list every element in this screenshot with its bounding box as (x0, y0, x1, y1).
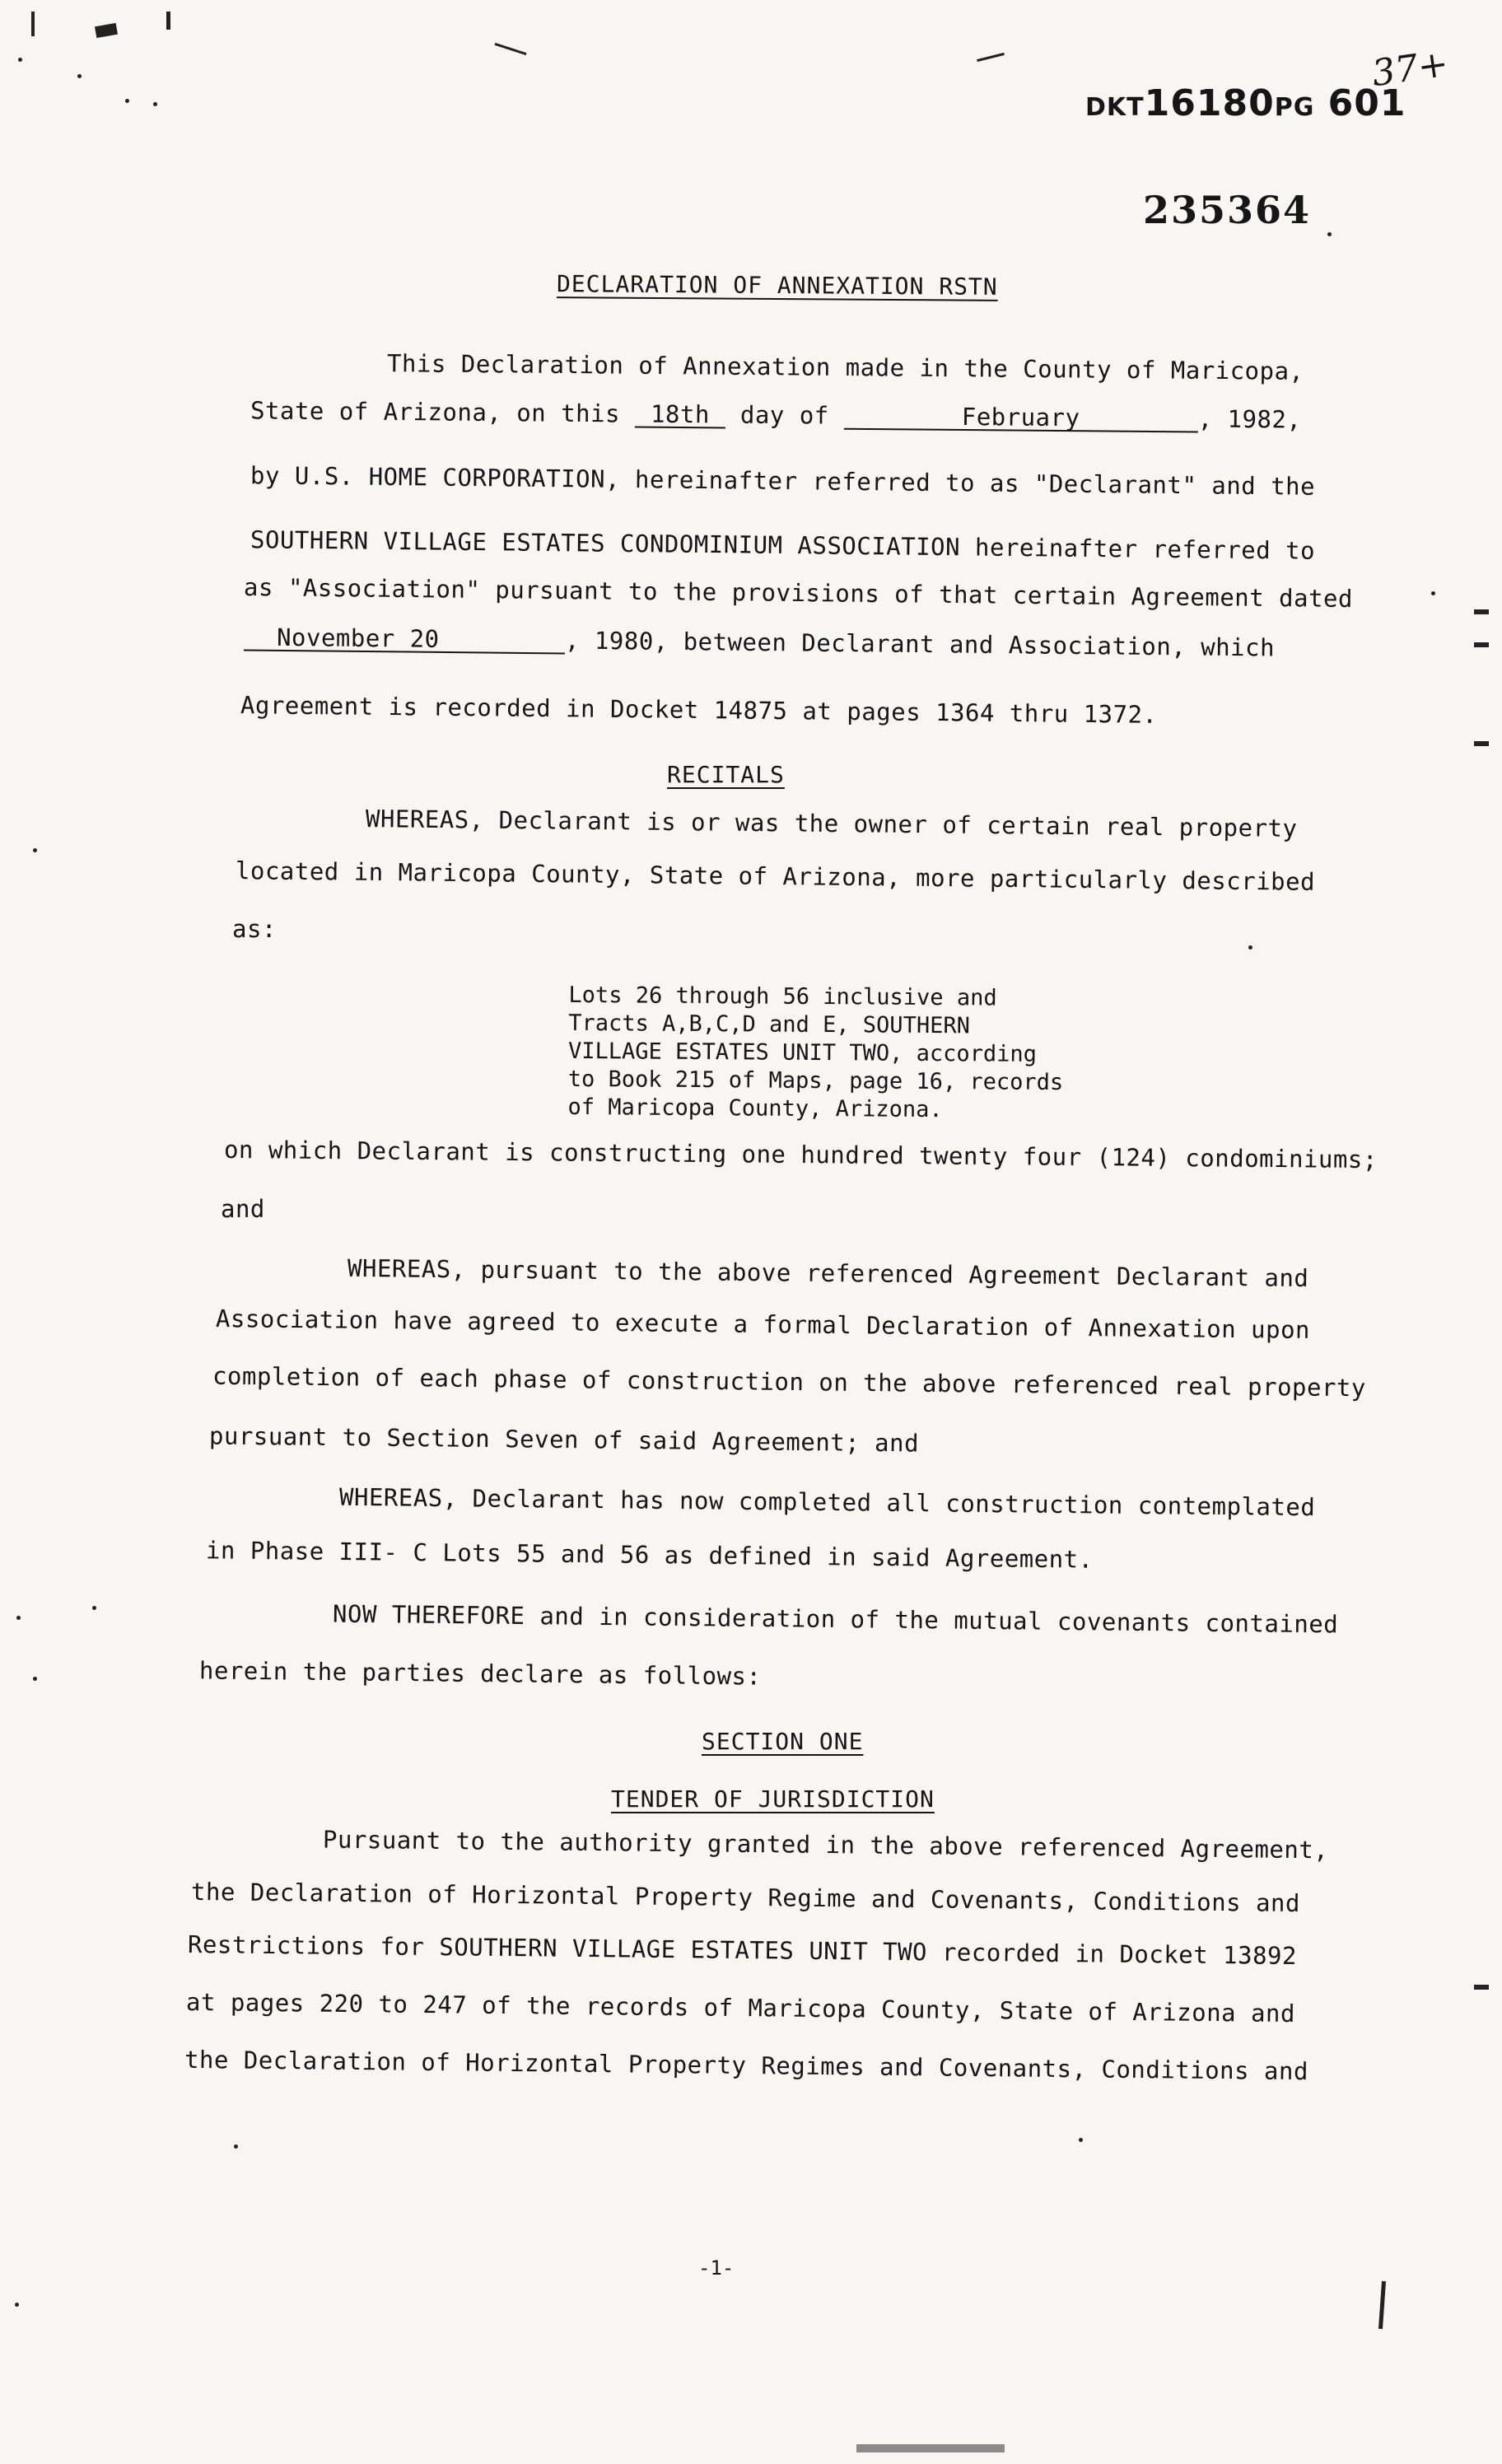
scan-speck (33, 848, 37, 852)
page-number: 601 (1327, 82, 1406, 124)
scan-speck (92, 1606, 96, 1610)
scan-speck (125, 99, 129, 103)
recital-1-line-3: as: (232, 915, 277, 943)
docket-number: 16180 (1144, 82, 1275, 124)
edge-mark (1474, 741, 1489, 746)
scan-speck (153, 102, 157, 106)
intro-line-2: State of Arizona, on this 18th day of February , 1982, (250, 396, 1302, 434)
docket-stamp (1085, 82, 1406, 124)
scan-speck (1079, 2138, 1083, 2142)
scan-mark (95, 23, 118, 38)
document-title: DECLARATION OF ANNEXATION RSTN (556, 270, 998, 301)
scan-speck (16, 1616, 21, 1620)
docket-prefix: DKT (1085, 93, 1145, 122)
section-one-subheading: TENDER OF JURISDICTION (611, 1785, 935, 1813)
recital-3-line-2: in Phase III- C Lots 55 and 56 as defined in said Agreement. (205, 1536, 1094, 1574)
bottom-edge-mark (856, 2444, 1005, 2452)
edge-mark (1474, 1985, 1489, 1990)
section-one-heading: SECTION ONE (702, 1728, 864, 1755)
intro-line-4: SOUTHERN VILLAGE ESTATES CONDOMINIUM ASSOCIATION hereinafter referred to (250, 525, 1316, 565)
month-field: February (844, 404, 1198, 433)
recital-1-line-5: and (221, 1195, 265, 1223)
intro-line-3: by U.S. HOME CORPORATION, hereinafter referred to as "Declarant" and the (250, 461, 1316, 501)
scan-speck (18, 58, 22, 62)
section-one-line-5: the Declaration of Horizontal Property Regimes and Covenants, Conditions and (184, 2045, 1309, 2086)
scan-mark (1378, 2281, 1386, 2329)
scan-speck (1248, 945, 1252, 950)
edge-mark (1474, 642, 1489, 647)
recital-2-line-4: pursuant to Section Seven of said Agreement; and (208, 1421, 920, 1458)
recital-4-line-2: herein the parties declare as follows: (198, 1656, 762, 1691)
scan-mark (31, 12, 35, 36)
page-prefix: PG (1274, 93, 1315, 122)
recital-1-line-4: on which Declarant is constructing one hundred twenty four (124) condominiums; (223, 1135, 1378, 1174)
agreement-date-field: November 20 (244, 625, 565, 654)
recital-1-line-2: located in Maricopa County, State of Arizona, more particularly described (235, 856, 1316, 896)
section-one-line-1: Pursuant to the authority granted in the above referenced Agreement, (322, 1825, 1329, 1864)
intro-line-7: Agreement is recorded in Docket 14875 at pages 1364 thru 1372. (240, 691, 1158, 729)
recital-4-line-1: NOW THEREFORE and in consideration of the mutual covenants contained (332, 1599, 1339, 1639)
scan-mark (166, 12, 170, 30)
recital-1-line-1: WHEREAS, Declarant is or was the owner of certain real property (365, 805, 1298, 842)
intro-line-6: November 20 , 1980, between Declarant and Association, which (244, 625, 1275, 661)
section-one-line-4: at pages 220 to 247 of the records of Maricopa County, State of Arizona and (185, 1987, 1296, 2028)
scan-mark (495, 43, 527, 55)
recital-2-line-3: completion of each phase of construction on the above referenced real property (212, 1361, 1366, 1402)
section-one-line-3: Restrictions for SOUTHERN VILLAGE ESTATES UNIT TWO recorded in Docket 13892 (187, 1930, 1298, 1971)
edge-mark (1474, 609, 1489, 614)
scan-speck (33, 1677, 37, 1681)
intro-line-1: This Declaration of Annexation made in the County of Maricopa, (386, 349, 1304, 385)
recital-2-line-2: Association have agreed to execute a formal Declaration of Annexation upon (215, 1304, 1311, 1344)
scan-speck (15, 2303, 19, 2307)
intro-line-5: as "Association" pursuant to the provisions of that certain Agreement dated (243, 572, 1354, 614)
scan-speck (234, 2144, 238, 2149)
handwritten-mark: 37+ (1369, 42, 1451, 96)
recital-2-line-1: WHEREAS, pursuant to the above referenced Agreement Declarant and (347, 1253, 1309, 1293)
record-number: 235364 (1143, 188, 1312, 232)
legal-description: Lots 26 through 56 inclusive and Tracts A,B,C,D and E, SOUTHERN VILLAGE ESTATES UNIT TWO, according to Book 215 of Maps, page 16, records of Maricopa County, Arizona. (567, 982, 1064, 1123)
recital-3-line-1: WHEREAS, Declarant has now completed all construction contemplated (338, 1482, 1316, 1522)
recitals-heading: RECITALS (667, 761, 785, 788)
page-marker: -1- (698, 2256, 735, 2280)
section-one-line-2: the Declaration of Horizontal Property Regime and Covenants, Conditions and (190, 1877, 1301, 1918)
scan-speck (1431, 591, 1435, 595)
scan-mark (977, 53, 1005, 62)
scan-speck (77, 74, 82, 78)
day-field: 18th (635, 403, 725, 429)
scan-speck (1327, 232, 1332, 236)
